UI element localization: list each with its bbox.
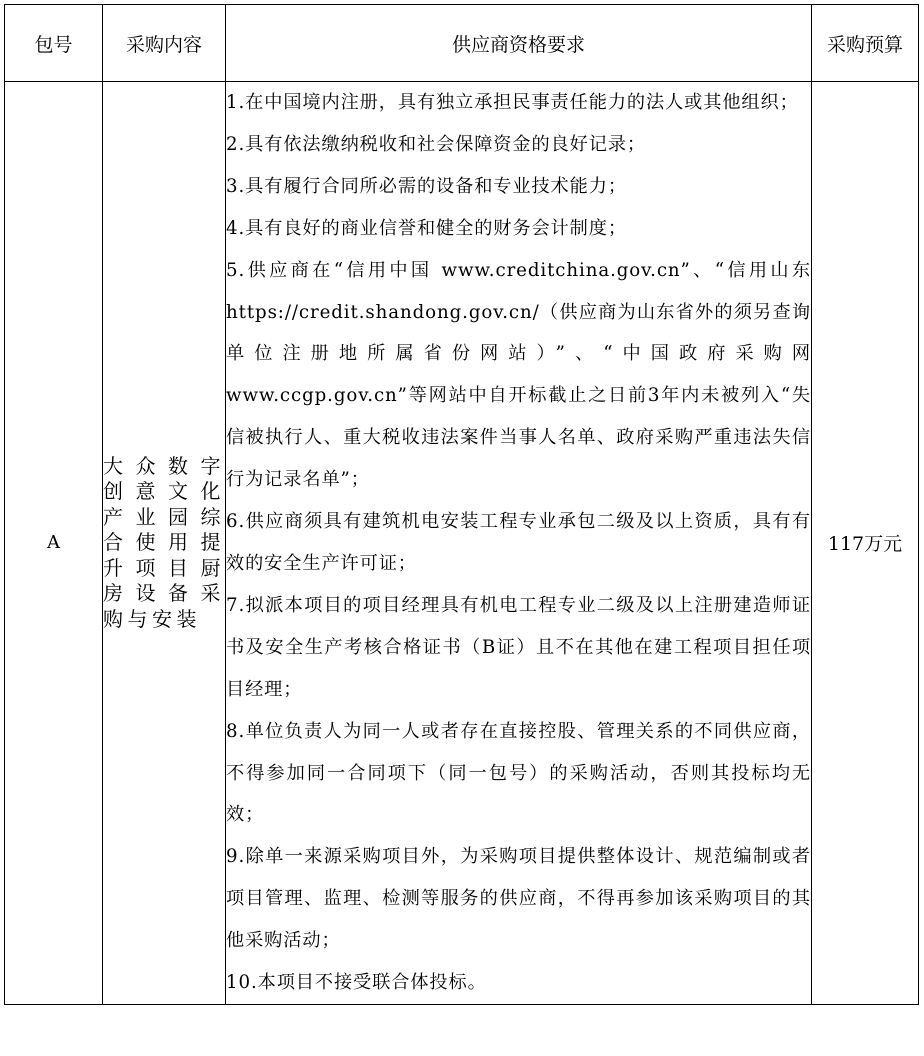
content-line: 创意文化 [103,479,225,504]
header-supplier-qualifications: 供应商资格要求 [226,5,812,82]
requirement-item: 10.本项目不接受联合体投标。 [226,972,487,994]
header-procurement-content: 采购内容 [103,5,226,82]
content-line: 合使用提 [103,530,225,555]
requirement-item: 7.拟派本项目的项目经理具有机电工程专业二级及以上注册建造师证书及安全生产考核合格证书（B证）且不在其他在建工程项目担任项目经理； [226,594,811,700]
content-line: 房设备采 [103,581,225,606]
requirement-item: 3.具有履行合同所必需的设备和专业技术能力； [226,175,627,197]
requirement-item: 6.供应商须具有建筑机电安装工程专业承包二级及以上资质，具有有效的安全生产许可证； [226,511,811,574]
budget-cell: 117万元 [812,82,919,1005]
requirement-item: 8.单位负责人为同一人或者存在直接控股、管理关系的不同供应商，不得参加同一合同项下（同一包号）的采购活动，否则其投标均无效； [226,720,811,826]
content-line: 产业园综 [103,504,225,529]
procurement-table [4,4,919,1005]
content-line: 大众数字 [103,453,225,478]
requirement-item: 1.在中国境内注册，具有独立承担民事责任能力的法人或其他组织； [226,92,799,113]
table-row [5,82,919,1005]
package-number-cell: A [5,82,103,1005]
requirement-item: 9.除单一来源采购项目外，为采购项目提供整体设计、规范编制或者项目管理、监理、检测等服务的供应商，不得再参加该采购项目的其他采购活动； [226,846,811,952]
content-line: 升项目厨 [103,555,225,580]
requirements-list [226,82,811,1004]
requirement-item: 4.具有良好的商业信誉和健全的财务会计制度； [226,217,627,239]
requirement-item: 5.供应商在“信用中国 www.creditchina.gov.cn”、“信用山东 https://credit.shandong.gov.cn/（供应商为山东省外的须另查询单位注册地所属省份网站）”、“中国政府采购网 www.ccgp.gov.cn”等网站中自开标截止之日前3年内未被列入“失信被执行人、重大税收违法案件当事人名单、政府采购严重违法失信行为记录名单”； [226,259,811,491]
content-line: 购与安装 [103,606,201,631]
header-row [5,5,919,82]
header-procurement-budget: 采购预算 [812,5,919,82]
header-package-number: 包号 [5,5,103,82]
requirement-item: 2.具有依法缴纳税收和社会保障资金的良好记录； [226,133,646,155]
procurement-content-cell [103,82,226,1005]
supplier-qualifications-cell [226,82,812,1005]
